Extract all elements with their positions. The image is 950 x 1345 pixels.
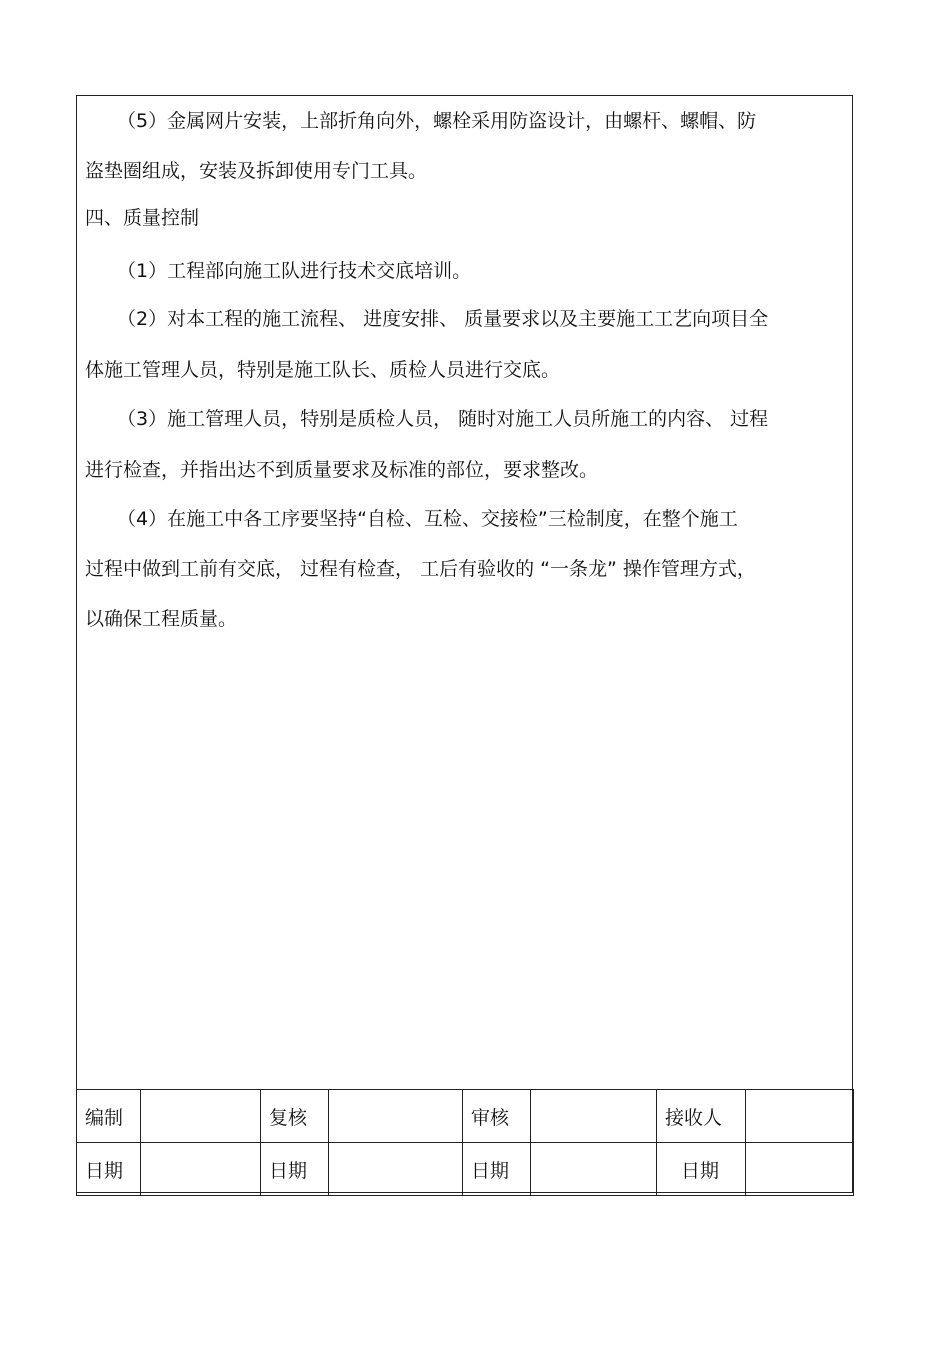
- field-date-receiver[interactable]: [746, 1143, 854, 1196]
- field-receiver[interactable]: [746, 1090, 854, 1143]
- field-date-compile[interactable]: [141, 1143, 261, 1196]
- field-date-review[interactable]: [329, 1143, 463, 1196]
- label-receiver: 接收人: [657, 1090, 746, 1143]
- document-frame: [76, 95, 853, 1193]
- paragraph-line: （3）施工管理人员，特别是质检人员， 随时对施工人员所施工的内容、 过程: [117, 408, 769, 430]
- label-date: 日期: [463, 1143, 531, 1196]
- paragraph-line: （5）金属网片安装，上部折角向外，螺栓采用防盗设计，由螺杆、螺帽、防: [117, 110, 757, 132]
- paragraph-line: 体施工管理人员，特别是施工队长、质检人员进行交底。: [85, 359, 561, 381]
- label-compile: 编制: [77, 1090, 141, 1143]
- signoff-row-dates: [77, 1143, 854, 1196]
- label-date: 日期: [77, 1143, 141, 1196]
- section-heading: 四、质量控制: [85, 207, 200, 229]
- paragraph-line: 进行检查，并指出达不到质量要求及标准的部位，要求整改。: [85, 459, 599, 481]
- label-date: 日期: [261, 1143, 329, 1196]
- paragraph-line: 盗垫圈组成，安装及拆卸使用专门工具。: [85, 160, 428, 182]
- paragraph-line: 过程中做到工前有交底， 过程有检查， 工后有验收的 “一条龙” 操作管理方式，: [85, 558, 756, 580]
- field-compile[interactable]: [141, 1090, 261, 1143]
- field-audit[interactable]: [531, 1090, 657, 1143]
- field-review[interactable]: [329, 1090, 463, 1143]
- paragraph-line: （4）在施工中各工序要坚持“自检、互检、交接检”三检制度，在整个施工: [117, 508, 738, 530]
- signoff-table: [76, 1089, 854, 1196]
- label-date: 日期: [657, 1143, 746, 1196]
- paragraph-line: （1）工程部向施工队进行技术交底培训。: [117, 260, 472, 282]
- document-body: [77, 96, 852, 1089]
- label-audit: 审核: [463, 1090, 531, 1143]
- label-review: 复核: [261, 1090, 329, 1143]
- field-date-audit[interactable]: [531, 1143, 657, 1196]
- paragraph-line: （2）对本工程的施工流程、 进度安排、 质量要求以及主要施工工艺向项目全: [117, 308, 769, 330]
- paragraph-line: 以确保工程质量。: [85, 608, 238, 630]
- signoff-row-roles: [77, 1090, 854, 1143]
